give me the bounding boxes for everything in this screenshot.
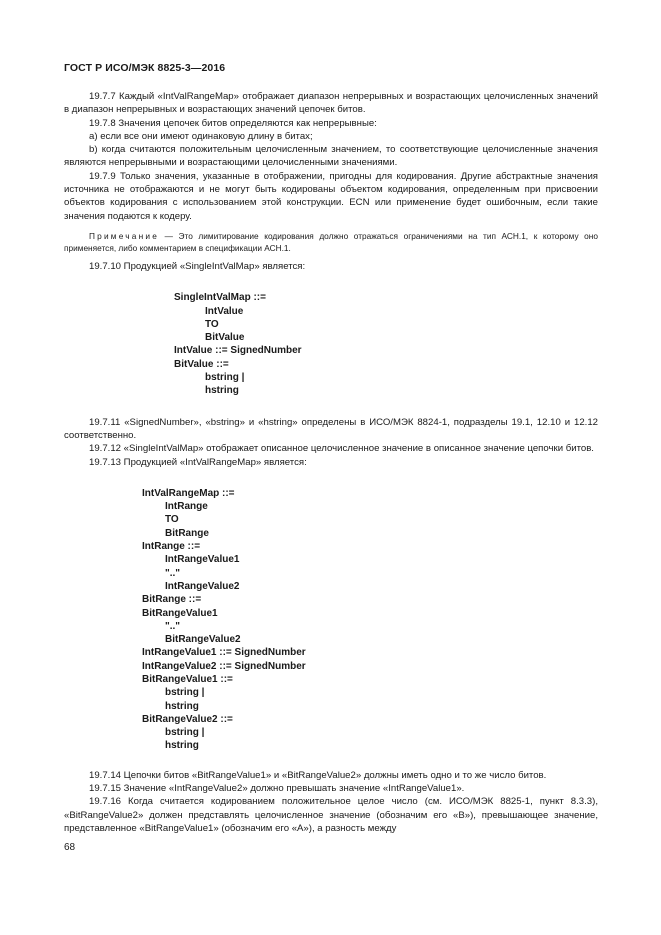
- code-line: BitRange: [165, 527, 209, 539]
- paragraph-19-7-15: 19.7.15 Значение «IntRangeValue2» должно превышать значение «IntRangeValue1».: [89, 783, 465, 795]
- paragraph-19-7-10: 19.7.10 Продукцией «SingleIntValMap» является:: [89, 260, 306, 272]
- paragraph-19-7-9: 19.7.9 Только значения, указанные в отображении, пригодны для кодирования. Другие абстрактные значения источника не отображаются и не могут быть кодированы объектом кодирования, определенным при присвоении объектов кодирования с использованием этой конструкции. ECN или применение будет ошибочным, если такие значения подаются к кодеру.: [64, 170, 598, 222]
- code-line: bstring |: [205, 372, 245, 384]
- code-line: hstring: [165, 700, 199, 712]
- code-line: IntRangeValue2 ::= SignedNumber: [142, 660, 306, 672]
- code-line: IntRange ::=: [142, 541, 201, 553]
- code-line: BitRangeValue1 ::=: [142, 673, 233, 685]
- code-line: IntRangeValue1 ::= SignedNumber: [142, 647, 306, 659]
- code-line: IntRangeValue2: [165, 580, 240, 592]
- code-line: IntValue: [205, 305, 244, 317]
- code-line: IntValue ::= SignedNumber: [174, 345, 302, 357]
- code-line: SingleIntValMap ::=: [174, 292, 266, 304]
- code-line: BitRangeValue2: [165, 634, 241, 646]
- code-line: IntRange: [165, 501, 208, 513]
- list-item-a: а) если все они имеют одинаковую длину в битах;: [89, 130, 313, 142]
- code-block-single-int-val-map: [174, 291, 598, 397]
- code-line: "..": [165, 620, 181, 632]
- code-line: BitValue: [205, 332, 245, 344]
- code-line: bstring |: [165, 687, 205, 699]
- paragraph-19-7-8: 19.7.8 Значения цепочек битов определяются как непрерывные:: [89, 117, 377, 129]
- code-line: IntRangeValue1: [165, 554, 240, 566]
- code-line: hstring: [165, 740, 199, 752]
- note: [64, 230, 598, 254]
- page-number: 68: [64, 842, 76, 853]
- code-line: BitRange ::=: [142, 594, 202, 606]
- note-text: — Это лимитирование кодирования должно отражаться ограничениями на тип АСН.1, к которому оно применяется, либо комментарием в спецификации АСН.1.: [64, 230, 598, 253]
- code-block-int-val-range-map: [142, 487, 598, 753]
- paragraph-19-7-11: 19.7.11 «SignedNumber», «bstring» и «hstring» определены в ИСО/МЭК 8824-1, подразделы 19.1, 12.10 и 12.12 соответственно.: [64, 416, 598, 441]
- paragraph-19-7-7: 19.7.7 Каждый «IntValRangeMap» отображает диапазон непрерывных и возрастающих целочисленных значений в диапазон непрерывных и возрастающих значений цепочек битов.: [64, 91, 598, 116]
- document-header: ГОСТ Р ИСО/МЭК 8825-3—2016: [64, 62, 226, 74]
- paragraph-19-7-14: 19.7.14 Цепочки битов «BitRangeValue1» и «BitRangeValue2» должны иметь одно и то же число битов.: [89, 769, 547, 781]
- code-line: bstring |: [165, 727, 205, 739]
- code-line: TO: [165, 514, 179, 526]
- code-line: hstring: [205, 385, 239, 397]
- list-item-b: b) когда считаются положительным целочисленным значением, то соответствующие целочисленные значения являются непрерывными и возрастающими целочисленными значениями.: [64, 144, 598, 169]
- code-line: TO: [205, 318, 219, 330]
- code-line: BitValue ::=: [174, 358, 229, 370]
- code-line: IntValRangeMap ::=: [142, 487, 235, 499]
- note-label: Примечание: [89, 230, 160, 241]
- paragraph-19-7-13: 19.7.13 Продукцией «IntValRangeMap» является:: [89, 456, 307, 468]
- document-body: [64, 90, 598, 835]
- paragraph-19-7-16: 19.7.16 Когда считается кодированием положительное целое число (см. ИСО/МЭК 8825-1, пункт 8.3.3), «BitRangeValue2» должен представлять целочисленное значение (обозначим его «B»), превышающее значение, представленное «BitRangeValue1» (обозначим его «A»), а разность между: [64, 796, 598, 834]
- paragraph-19-7-12: 19.7.12 «SingleIntValMap» отображает описанное целочисленное значение в описанное значение цепочки битов.: [89, 443, 594, 455]
- code-line: BitRangeValue1: [142, 607, 218, 619]
- code-line: BitRangeValue2 ::=: [142, 713, 233, 725]
- code-line: "..": [165, 567, 181, 579]
